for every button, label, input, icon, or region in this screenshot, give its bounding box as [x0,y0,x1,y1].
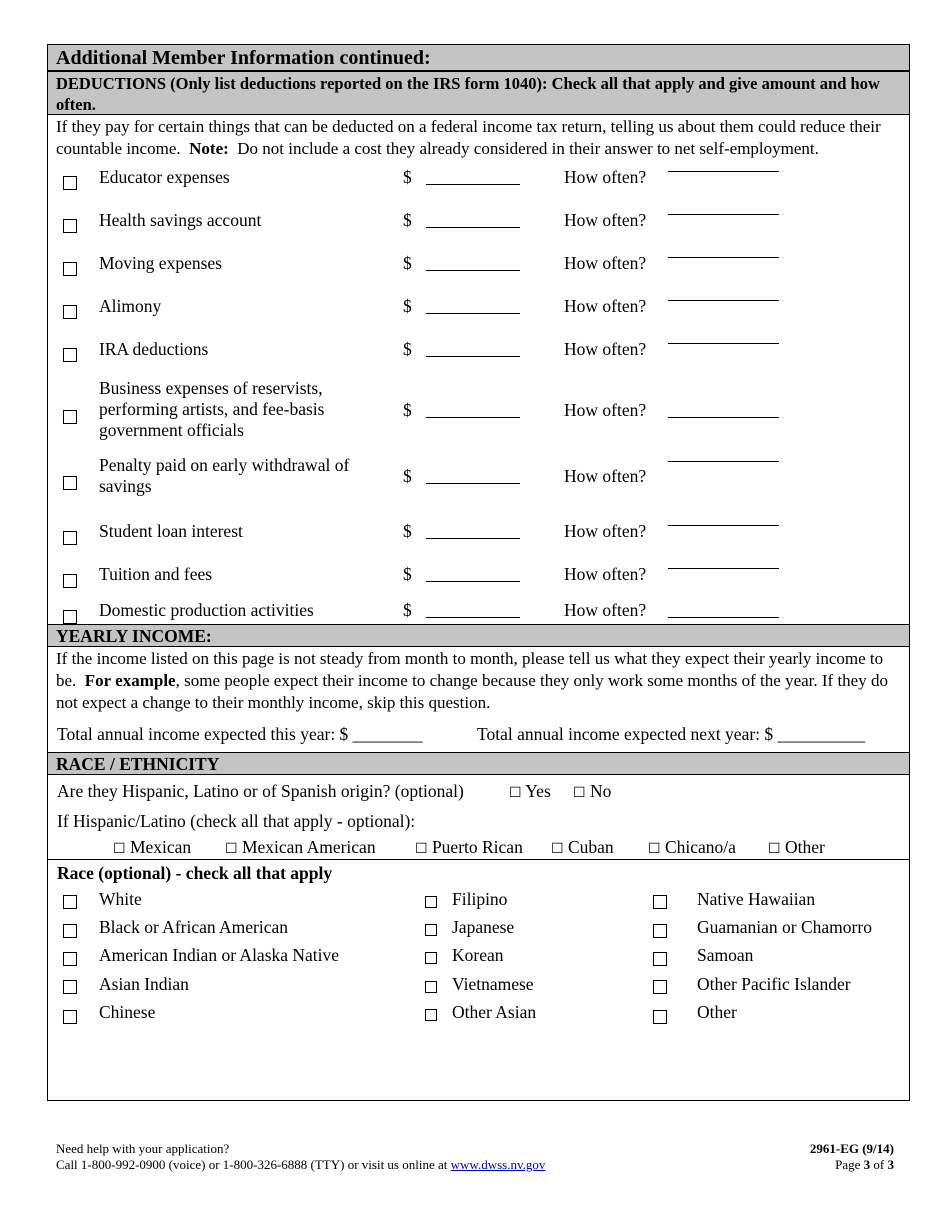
hispanic-question: Are they Hispanic, Latino or of Spanish origin? (optional) [57,781,464,801]
checkbox-icon: ☐ [768,841,781,857]
hispanic-section [48,775,909,860]
checkbox-domestic-production[interactable] [63,610,77,624]
checkbox-samoan[interactable] [653,952,667,966]
deduction-label: Educator expenses [99,167,230,187]
checkbox-filipino[interactable] [425,896,437,908]
how-often-label: How often? [564,253,647,273]
deduction-label: IRA deductions [99,339,209,359]
dollar-sign: $ [403,167,412,187]
amount-field-educator[interactable] [426,167,520,185]
checkbox-educator-expenses[interactable] [63,176,77,190]
checkbox-other-pacific-islander[interactable] [653,980,667,994]
hispanic-followup: If Hispanic/Latino (check all that apply - optional): [57,811,416,831]
how-often-field-penalty[interactable] [668,451,779,462]
checkbox-tuition-fees[interactable] [63,574,77,588]
form-number: 2961-EG (9/14) [809,1141,894,1156]
dollar-sign: $ [403,253,412,273]
race-label: Chinese [99,1002,156,1022]
option-puerto-rican[interactable]: ☐ Puerto Rican [415,837,523,857]
checkbox-korean[interactable] [425,952,437,964]
option-mexican[interactable]: ☐ Mexican [113,837,192,857]
amount-field-business[interactable] [426,400,520,418]
page-number: Page 3 of 3 [835,1157,894,1172]
checkbox-health-savings[interactable] [63,219,77,233]
yearly-income-heading: YEARLY INCOME: [48,624,909,647]
how-often-label: How often? [564,339,647,359]
website-link[interactable]: www.dwss.nv.gov [450,1157,546,1172]
how-often-label: How often? [564,564,647,584]
checkbox-penalty-withdrawal[interactable] [63,476,77,490]
hispanic-no-option[interactable]: ☐ No [573,781,612,801]
checkbox-other-race[interactable] [653,1010,667,1024]
deduction-label: Domestic production activities [99,600,314,620]
deduction-label: Tuition and fees [99,564,213,584]
note-label: Note: [189,139,229,158]
checkbox-moving-expenses[interactable] [63,262,77,276]
how-often-field-student-loan[interactable] [668,515,779,526]
option-mexican-american[interactable]: ☐ Mexican American [225,837,376,857]
race-label: Native Hawaiian [697,889,816,909]
dollar-sign: $ [403,521,412,541]
checkbox-business-expenses[interactable] [63,410,77,424]
race-label: Vietnamese [452,974,534,994]
how-often-field-moving[interactable] [668,248,779,258]
yearly-income-text: If the income listed on this page is not steady from month to month, please tell us what they expect their yearly income to be. For example, some people expect their income to change because they only work some months of the year. If they do not expect a change to their monthly income, skip this question. [56,649,888,712]
how-often-field-educator[interactable] [668,162,779,172]
race-label: Other [697,1002,737,1022]
next-year-income-field[interactable]: Total annual income expected next year: $ __________ [477,724,866,744]
how-often-field-alimony[interactable] [668,291,779,301]
dollar-sign: $ [403,339,412,359]
race-label: Filipino [452,889,508,909]
how-often-label: How often? [564,466,647,486]
how-often-field-domestic[interactable] [668,600,779,618]
amount-field-student-loan[interactable] [426,521,520,539]
checkbox-other-asian[interactable] [425,1009,437,1021]
checkbox-chinese[interactable] [63,1010,77,1024]
race-heading: Race (optional) - check all that apply [57,863,333,883]
race-label: White [99,889,142,909]
checkbox-icon: ☐ [509,785,522,801]
annual-income-totals [48,714,909,752]
checkbox-american-indian[interactable] [63,952,77,966]
checkbox-black[interactable] [63,924,77,938]
option-cuban[interactable]: ☐ Cuban [551,837,614,857]
race-label: Korean [452,945,504,965]
dollar-sign: $ [403,296,412,316]
for-example-label: For example [84,671,176,690]
checkbox-icon: ☐ [415,841,428,857]
dollar-sign: $ [403,400,412,420]
amount-field-domestic[interactable] [426,600,520,618]
checkbox-icon: ☐ [225,841,238,857]
section-title: Additional Member Information continued: [48,45,909,71]
checkbox-japanese[interactable] [425,924,437,936]
option-chicano[interactable]: ☐ Chicano/a [648,837,736,857]
deduction-label: Health savings account [99,210,262,230]
checkbox-icon: ☐ [113,841,126,857]
amount-field-ira[interactable] [426,339,520,357]
how-often-label: How often? [564,400,647,420]
race-label: Black or African American [99,917,289,937]
how-often-field-hsa[interactable] [668,205,779,215]
how-often-label: How often? [564,296,647,316]
dollar-sign: $ [403,564,412,584]
checkbox-icon: ☐ [648,841,661,857]
deductions-list [48,160,909,686]
how-often-field-ira[interactable] [668,334,779,344]
race-label: Samoan [697,945,754,965]
dollar-sign: $ [403,210,412,230]
how-often-label: How often? [564,600,647,620]
how-often-field-tuition[interactable] [668,558,779,569]
application-form [47,44,910,1101]
footer-form-info [810,1141,894,1173]
deduction-label: Student loan interest [99,521,243,541]
amount-field-alimony[interactable] [426,296,520,314]
how-often-label: How often? [564,210,647,230]
amount-field-penalty[interactable] [426,466,520,484]
checkbox-vietnamese[interactable] [425,981,437,993]
dollar-sign: $ [403,466,412,486]
amount-field-tuition[interactable] [426,564,520,582]
amount-field-hsa[interactable] [426,210,520,228]
dollar-sign: $ [403,600,412,620]
race-label: Other Pacific Islander [697,974,851,994]
deductions-intro: If they pay for certain things that can be deducted on a federal income tax return, telling us about them could reduce their countable income. Note: Do not include a cost they already considered in their answer to net self-employment. [56,117,881,158]
deduction-label: Penalty paid on early withdrawal of savings [99,455,350,496]
this-year-income-field[interactable]: Total annual income expected this year: $ ________ [57,724,423,744]
help-line: Need help with your application? [56,1141,230,1156]
race-label: American Indian or Alaska Native [99,945,340,965]
checkbox-asian-indian[interactable] [63,980,77,994]
deduction-label: Business expenses of reservists, performing artists, and fee-basis government officials [99,378,325,440]
hispanic-yes-option[interactable]: ☐ Yes [509,781,551,801]
checkbox-guamanian[interactable] [653,924,667,938]
checkbox-student-loan[interactable] [63,531,77,545]
option-other-hispanic[interactable]: ☐ Other [768,837,825,857]
race-section [48,860,909,1070]
how-often-field-business[interactable] [668,400,779,418]
amount-field-moving[interactable] [426,253,520,271]
race-label: Guamanian or Chamorro [697,917,872,937]
race-label: Japanese [452,917,515,937]
race-label: Asian Indian [99,974,189,994]
contact-line: Call 1-800-992-0900 (voice) or 1-800-326-6888 (TTY) or visit us online at www.dwss.nv.gov [56,1157,546,1172]
how-often-label: How often? [564,167,647,187]
checkbox-native-hawaiian[interactable] [653,895,667,909]
deduction-label: Moving expenses [99,253,222,273]
checkbox-ira-deductions[interactable] [63,348,77,362]
checkbox-icon: ☐ [551,841,564,857]
race-label: Other Asian [452,1002,537,1022]
deductions-heading: DEDUCTIONS (Only list deductions reported on the IRS form 1040): Check all that apply and give amount and how often. [48,71,909,115]
how-often-label: How often? [564,521,647,541]
footer-help [56,1141,545,1173]
deduction-label: Alimony [99,296,162,316]
checkbox-white[interactable] [63,895,77,909]
checkbox-alimony[interactable] [63,305,77,319]
race-ethnicity-heading: RACE / ETHNICITY [48,752,909,775]
checkbox-icon: ☐ [573,785,586,801]
